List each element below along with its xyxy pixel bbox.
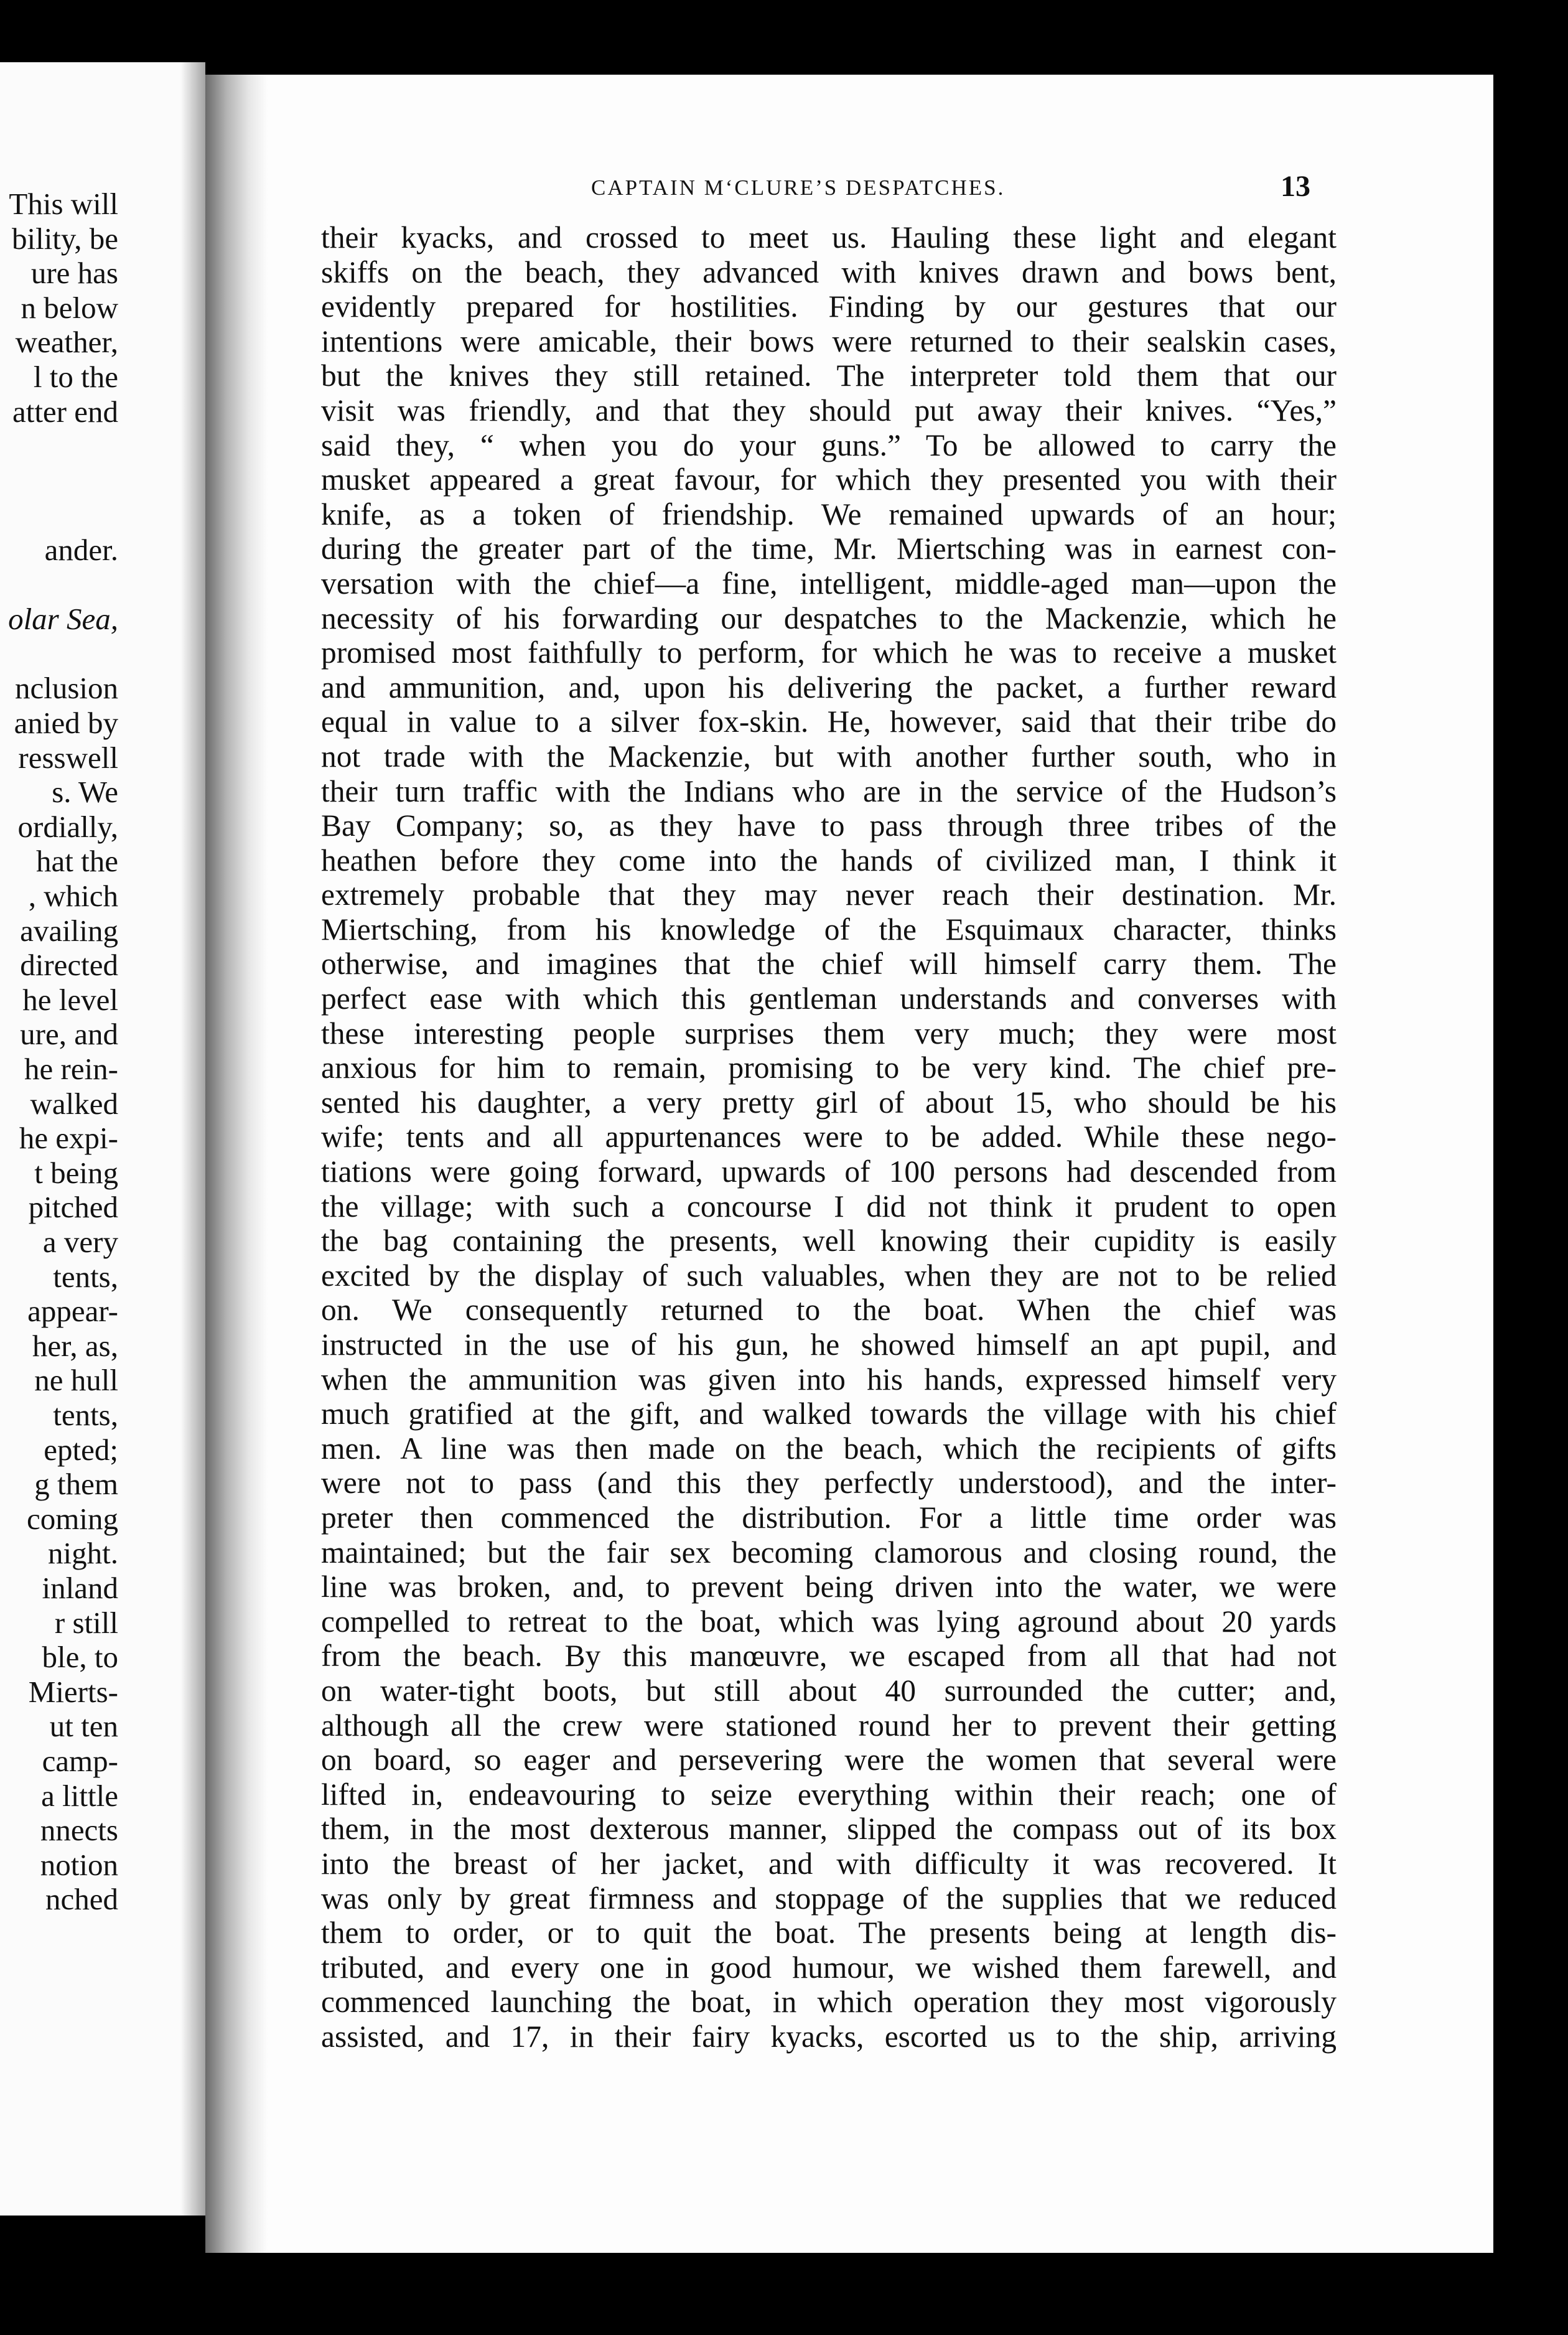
body-text [321, 220, 1337, 2054]
previous-page-line: This will [9, 187, 118, 221]
text-line: were not to pass (and this they perfectly understood), and the inter- [321, 1466, 1337, 1500]
previous-page-line: he level [22, 982, 118, 1017]
text-line: tiations were going forward, upwards of 100 persons had descended from [321, 1154, 1337, 1189]
spine-shadow [205, 75, 268, 2253]
gutter-shadow [180, 62, 205, 2216]
previous-page-line: ure has [30, 256, 118, 291]
text-line: and ammunition, and, upon his delivering the packet, a further reward [321, 670, 1337, 704]
previous-page-line: night. [48, 1536, 118, 1571]
previous-page-line: , which [28, 879, 118, 913]
text-line: versation with the chief—a fine, intelligent, middle-aged man—upon the [321, 566, 1337, 601]
text-line: Miertsching, from his knowledge of the Esquimaux character, thinks [321, 912, 1337, 947]
text-line: not trade with the Mackenzie, but with another further south, who in [321, 739, 1337, 774]
previous-page-line: hat the [36, 844, 118, 879]
previous-page-line: t being [34, 1155, 118, 1190]
previous-page-line: he rein- [24, 1052, 118, 1086]
text-line: excited by the display of such valuables, when they are not to be relied [321, 1258, 1337, 1293]
text-line: the village; with such a concourse I did not think it prudent to open [321, 1189, 1337, 1224]
previous-page-line: ble, to [42, 1640, 118, 1675]
text-line: necessity of his forwarding our despatches to the Mackenzie, which he [321, 601, 1337, 635]
text-line: tributed, and every one in good humour, we wished them farewell, and [321, 1950, 1337, 1985]
previous-page-line: nched [45, 1882, 118, 1917]
text-line: otherwise, and imagines that the chief will himself carry them. The [321, 947, 1337, 981]
previous-page-line: availing [20, 913, 118, 948]
text-line: on water-tight boots, but still about 40 surrounded the cutter; and, [321, 1673, 1337, 1708]
text-line: but the knives they still retained. The interpreter told them that our [321, 358, 1337, 393]
text-line: promised most faithfully to perform, for which he was to receive a musket [321, 635, 1337, 670]
text-line: was only by great firmness and stoppage of the supplies that we reduced [321, 1881, 1337, 1916]
page-number: 13 [1281, 170, 1310, 203]
text-line: their turn traffic with the Indians who are in the service of the Hudson’s [321, 774, 1337, 808]
text-line: on. We consequently returned to the boat. When the chief was [321, 1293, 1337, 1327]
previous-page-line: a little [41, 1778, 118, 1813]
previous-page-line: ander. [44, 533, 118, 567]
previous-page-line: anied by [14, 706, 118, 740]
text-line: men. A line was then made on the beach, which the recipients of gifts [321, 1431, 1337, 1466]
text-line: visit was friendly, and that they should put away their knives. “Yes,” [321, 393, 1337, 428]
previous-page-line: r still [54, 1605, 118, 1640]
text-line: them to order, or to quit the boat. The presents being at length dis- [321, 1916, 1337, 1950]
previous-page-line: pitched [28, 1190, 118, 1225]
previous-page-line: tents, [53, 1259, 118, 1294]
previous-page-line: l to the [33, 360, 118, 394]
previous-page-line: resswell [18, 740, 118, 775]
text-line: intentions were amicable, their bows were returned to their sealskin cases, [321, 324, 1337, 358]
text-line: skiffs on the beach, they advanced with knives drawn and bows bent, [321, 255, 1337, 289]
previous-page-fragment [0, 62, 205, 2216]
text-line: wife; tents and all appurtenances were to be added. While these nego- [321, 1120, 1337, 1154]
previous-page-line: a very [42, 1225, 118, 1259]
previous-page-line: nclusion [14, 671, 118, 706]
text-line: said they, “ when you do your guns.” To be allowed to carry the [321, 428, 1337, 462]
text-line: lifted in, endeavouring to seize everything within their reach; one of [321, 1777, 1337, 1812]
text-line: although all the crew were stationed round her to prevent their getting [321, 1708, 1337, 1743]
text-line: sented his daughter, a very pretty girl of about 15, who should be his [321, 1085, 1337, 1120]
previous-page-line: Mierts- [28, 1674, 118, 1709]
text-line: on board, so eager and persevering were the women that several were [321, 1743, 1337, 1777]
previous-page-line: ne hull [34, 1363, 118, 1398]
previous-page-line: olar Sea, [8, 602, 118, 637]
text-line: compelled to retreat to the boat, which was lying aground about 20 yards [321, 1604, 1337, 1639]
previous-page-line: walked [30, 1086, 118, 1121]
previous-page-line: tents, [53, 1398, 118, 1432]
text-line: heathen before they come into the hands of civilized man, I think it [321, 843, 1337, 877]
previous-page-line: atter end [12, 394, 118, 429]
text-line: preter then commenced the distribution. For a little time order was [321, 1500, 1337, 1535]
text-line: them, in the most dexterous manner, slipped the compass out of its box [321, 1812, 1337, 1846]
text-line: evidently prepared for hostilities. Finding by our gestures that our [321, 289, 1337, 324]
text-line: instructed in the use of his gun, he showed himself an apt pupil, and [321, 1327, 1337, 1362]
previous-page-line: her, as, [32, 1328, 118, 1363]
previous-page-line: epted; [44, 1432, 118, 1467]
previous-page-line: bility, be [11, 221, 118, 256]
previous-page-line: directed [20, 948, 118, 983]
text-line: the bag containing the presents, well knowing their cupidity is easily [321, 1224, 1337, 1258]
text-line: knife, as a token of friendship. We remained upwards of an hour; [321, 497, 1337, 531]
text-line: equal in value to a silver fox-skin. He, however, said that their tribe do [321, 704, 1337, 739]
previous-page-line: ure, and [20, 1017, 118, 1052]
previous-page-line: coming [27, 1501, 118, 1536]
text-line: from the beach. By this manœuvre, we escaped from all that had not [321, 1639, 1337, 1673]
previous-page-line: nnects [40, 1813, 118, 1848]
previous-page-line: inland [42, 1571, 118, 1605]
text-line: Bay Company; so, as they have to pass through three tribes of the [321, 808, 1337, 843]
text-line: commenced launching the boat, in which operation they most vigorously [321, 1985, 1337, 2019]
text-line: during the greater part of the time, Mr. Miertsching was in earnest con- [321, 531, 1337, 566]
text-line: much gratified at the gift, and walked towards the village with his chief [321, 1397, 1337, 1431]
text-line: line was broken, and, to prevent being driven into the water, we were [321, 1570, 1337, 1604]
previous-page-line: ordially, [17, 809, 118, 844]
running-head: CAPTAIN M‘CLURE’S DESPATCHES. [591, 175, 1006, 200]
text-line: when the ammunition was given into his hands, expressed himself very [321, 1362, 1337, 1397]
previous-page-line: he expi- [19, 1121, 118, 1156]
text-line: anxious for him to remain, promising to be very kind. The chief pre- [321, 1051, 1337, 1085]
previous-page-line: n below [21, 290, 118, 325]
book-page [205, 75, 1493, 2253]
previous-page-line: camp- [42, 1744, 118, 1778]
text-line: these interesting people surprises them very much; they were most [321, 1016, 1337, 1051]
previous-page-line: s. We [52, 775, 118, 810]
previous-page-line: appear- [27, 1294, 118, 1329]
previous-page-line: weather, [15, 325, 118, 360]
previous-page-line: g them [34, 1467, 118, 1502]
text-line: maintained; but the fair sex becoming clamorous and closing round, the [321, 1535, 1337, 1570]
text-line: their kyacks, and crossed to meet us. Hauling these light and elegant [321, 220, 1337, 255]
text-line: musket appeared a great favour, for which they presented you with their [321, 462, 1337, 497]
text-line: perfect ease with which this gentleman understands and converses with [321, 981, 1337, 1016]
previous-page-line: notion [40, 1847, 118, 1882]
text-line: assisted, and 17, in their fairy kyacks, escorted us to the ship, arriving [321, 2019, 1337, 2054]
previous-page-line: ut ten [49, 1709, 118, 1744]
text-line: extremely probable that they may never reach their destination. Mr. [321, 877, 1337, 912]
text-line: into the breast of her jacket, and with difficulty it was recovered. It [321, 1846, 1337, 1881]
